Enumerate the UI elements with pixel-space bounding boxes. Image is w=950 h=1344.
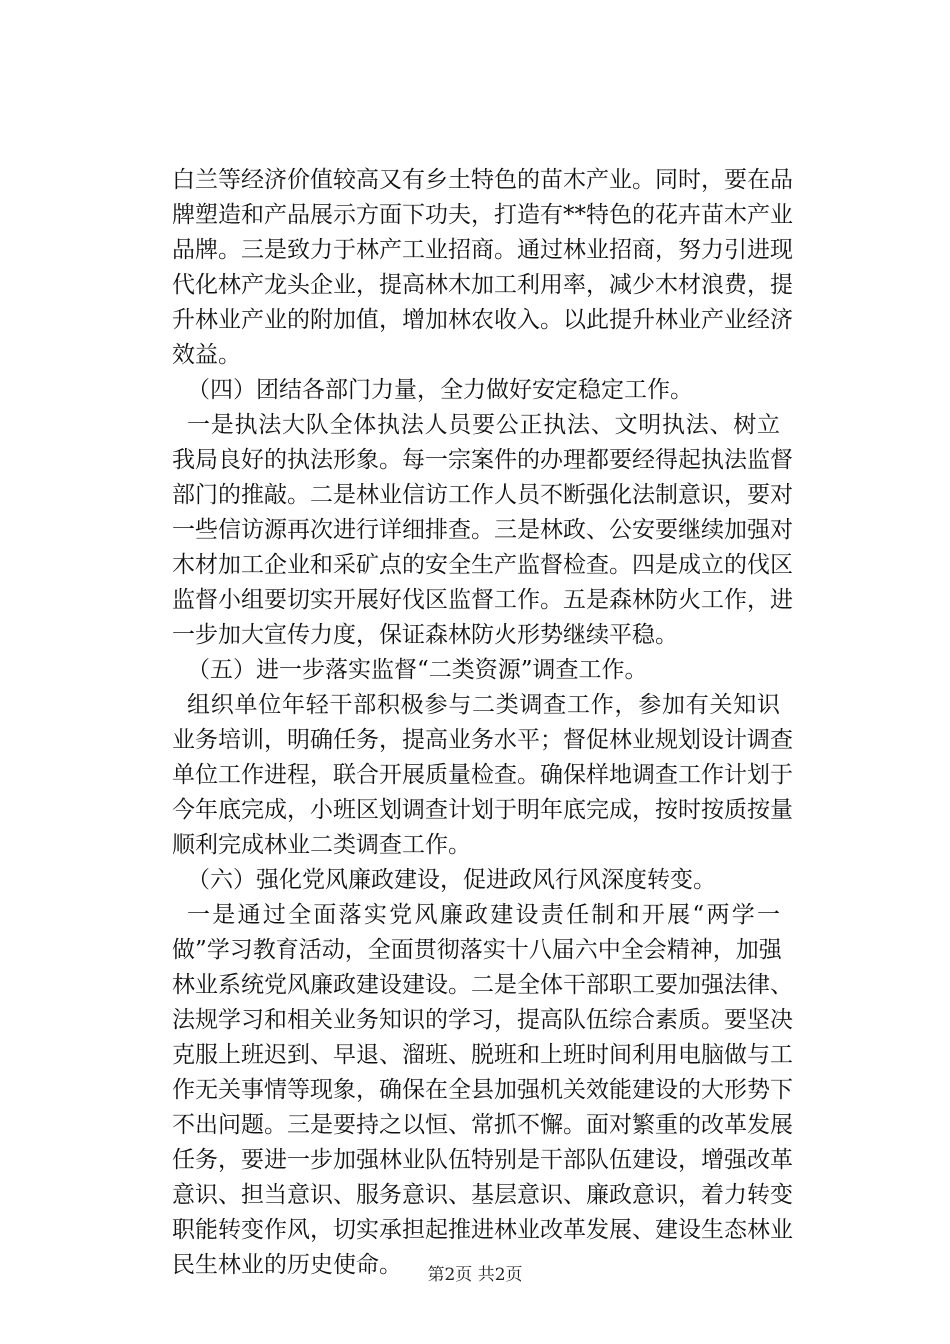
text-line: 林业系统党风廉政建设建设。二是全体干部职工要加强法律、 xyxy=(172,972,793,998)
text-line: 业务培训，明确任务，提高业务水平；督促林业规划设计调查 xyxy=(172,727,793,753)
text-line: 木材加工企业和采矿点的安全生产监督检查。四是成立的伐区 xyxy=(172,552,793,578)
text-line: 意识、担当意识、服务意识、基层意识、廉政意识，着力转变 xyxy=(172,1182,793,1208)
section-heading: （五）进一步落实监督“二类资源”调查工作。 xyxy=(187,657,648,683)
text-line: 一是通过全面落实党风廉政建设责任制和开展“两学一 xyxy=(187,902,780,928)
text-line: 今年底完成，小班区划调查计划于明年底完成，按时按质按量 xyxy=(172,797,793,823)
text-line: 部门的推敲。二是林业信访工作人员不断强化法制意识，要对 xyxy=(172,482,793,508)
text-line: 克服上班迟到、早退、溜班、脱班和上班时间利用电脑做与工 xyxy=(172,1042,793,1068)
text-line: 升林业产业的附加值，增加林农收入。以此提升林业产业经济 xyxy=(172,307,793,333)
page-number-footer: 第2页 共2页 xyxy=(427,1265,523,1285)
text-line: 一是执法大队全体执法人员要公正执法、文明执法、树立 xyxy=(187,412,780,438)
text-line: 一步加大宣传力度，保证森林防火形势继续平稳。 xyxy=(172,622,678,648)
text-line: 我局良好的执法形象。每一宗案件的办理都要经得起执法监督 xyxy=(172,447,793,473)
text-line: 代化林产龙头企业，提高林木加工利用率，减少木材浪费，提 xyxy=(172,272,793,298)
text-line: 效益。 xyxy=(172,342,241,368)
text-line: 白兰等经济价值较高又有乡土特色的苗木产业。同时，要在品 xyxy=(172,167,793,193)
text-line: 组织单位年轻干部积极参与二类调查工作，参加有关知识 xyxy=(187,692,780,718)
text-line: 民生林业的历史使命。 xyxy=(172,1252,402,1278)
text-line: 一些信访源再次进行详细排查。三是林政、公安要继续加强对 xyxy=(172,517,793,543)
text-line: 品牌。三是致力于林产工业招商。通过林业招商，努力引进现 xyxy=(172,237,793,263)
text-line: 做”学习教育活动，全面贯彻落实十八届六中全会精神，加强 xyxy=(172,937,782,963)
text-line: 单位工作进程，联合开展质量检查。确保样地调查工作计划于 xyxy=(172,762,793,788)
text-line: 任务，要进一步加强林业队伍特别是干部队伍建设，增强改革 xyxy=(172,1147,793,1173)
text-line: 不出问题。三是要持之以恒、常抓不懈。面对繁重的改革发展 xyxy=(172,1112,793,1138)
text-line: 作无关事情等现象，确保在全县加强机关效能建设的大形势下 xyxy=(172,1077,793,1103)
section-heading: （六）强化党风廉政建设，促进政风行风深度转变。 xyxy=(187,867,716,893)
text-line: 顺利完成林业二类调查工作。 xyxy=(172,832,471,858)
text-line: 监督小组要切实开展好伐区监督工作。五是森林防火工作，进 xyxy=(172,587,793,613)
text-line: 法规学习和相关业务知识的学习，提高队伍综合素质。要坚决 xyxy=(172,1007,793,1033)
section-heading: （四）团结各部门力量，全力做好安定稳定工作。 xyxy=(187,377,693,403)
text-line: 牌塑造和产品展示方面下功夫，打造有**特色的花卉苗木产业 xyxy=(172,202,793,228)
text-line: 职能转变作风，切实承担起推进林业改革发展、建设生态林业 xyxy=(172,1217,793,1243)
document-body xyxy=(172,163,793,1283)
